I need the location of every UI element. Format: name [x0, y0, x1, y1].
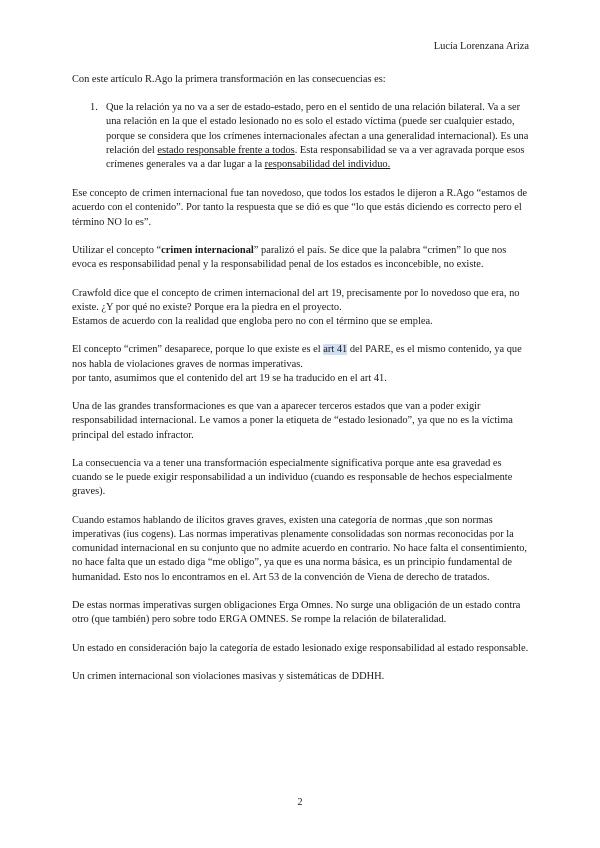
bold-term: crimen internacional [161, 245, 254, 257]
paragraph-10: Un crimen internacional son violaciones masivas y sistemáticas de DDHH. [72, 670, 385, 682]
p4-line2: por tanto, asumimos que el contenido del art 19 se ha traducido en el art 41. [72, 372, 387, 384]
numbered-list-item [72, 101, 532, 172]
paragraph-5: Una de las grandes transformaciones es que van a aparecer terceros estados que van a poder exigir responsabilidad internacional. Le vamos a poner la etiqueta de “estado lesionado”, ya que no es la víctima principal del estado infractor. [72, 401, 513, 441]
paragraph-3 [72, 287, 532, 330]
p4-before: El concepto “crimen” desaparece, porque lo que existe es el [72, 344, 324, 356]
paragraph-4 [72, 343, 532, 386]
intro-paragraph: Con este artículo R.Ago la primera transformación en las consecuencias es: [72, 74, 386, 85]
paragraph-1: Ese concepto de crimen internacional fue tan novedoso, que todos los estados le dijeron a R.Ago “estamos de acuerdo con el contenido”. Por tanto la respuesta que se dió es que “lo que estás diciendo es correcto pero el término NO lo es”. [72, 188, 528, 228]
list-text-part1: Que la relación ya no va a ser de estado-estado, pero en el sentido de una relación bilateral. Va a ser una relación en la que el estado lesionado no es solo el estado víctima (puede ser cualquier estado, porque se considera que los crímenes internacionales afectan a una generalidad internacional). Es una relación del [106, 102, 529, 156]
header-author: Lucía Lorenzana Ariza [433, 41, 529, 52]
highlighted-text: art 41 [323, 344, 348, 356]
paragraph-8: De estas normas imperativas surgen obligaciones Erga Omnes. No surge una obligación de un estado contra otro (que también) pero sobre todo ERGA OMNES. Se rompe la relación de bilateralidad. [72, 600, 521, 626]
underlined-text-2: responsabilidad del individuo. [264, 159, 391, 171]
paragraph-7: Cuando estamos hablando de ilícitos graves graves, existen una categoría de normas ,que son normas imperativas (ius cogens). Las normas imperativas plenamente consolidadas son normas reconocidas por la comunidad internacional en su conjunto que no admite acuerdo en contrario. No hace falta el consentimiento, no hace falta que un estado diga “me obligo”, ya que es una norma básica, es un principio fundamental de humanidad. Esto nos lo encontramos en el. Art 53 de la convención de Viena de derecho de tratados. [72, 514, 528, 583]
p3-line2: Estamos de acuerdo con la realidad que engloba pero no con el término que se emplea. [72, 316, 433, 328]
p2-before: Utilizar el concepto “ [72, 245, 162, 257]
p3-line1: Crawfold dice que el concepto de crimen internacional del art 19, precisamente por lo novedoso que era, no existe. ¿Y por qué no existe? Porque era la piedra en el proyecto. [72, 287, 520, 313]
p2-after: ” paralizó el país. Se dice que la palabra “crimen” lo que nos evoca es responsabilidad penal y la responsabilidad penal de los estados es inconcebible, no existe. [72, 245, 507, 271]
p4-after: del PARE, es el mismo contenido, ya que nos habla de violaciones graves de normas imperativas. [72, 344, 522, 370]
document-body [72, 73, 532, 698]
paragraph-2 [72, 244, 532, 272]
paragraph-9: Un estado en consideración bajo la categoría de estado lesionado exige responsabilidad al estado responsable. [72, 642, 529, 654]
page-number: 2 [297, 797, 303, 808]
list-number: 1. [90, 102, 98, 114]
underlined-text-1: estado responsable frente a todos [157, 144, 295, 156]
paragraph-6: La consecuencia va a tener una transformación especialmente significativa porque ante esa gravedad es cuando se le puede exigir responsabilidad a un individuo (cuando es responsable de hechos especialmente graves). [72, 458, 513, 498]
list-text-part2: . Esta responsabilidad se va a ver agravada porque esos crímenes generales va a dar lugar a la [106, 144, 525, 171]
